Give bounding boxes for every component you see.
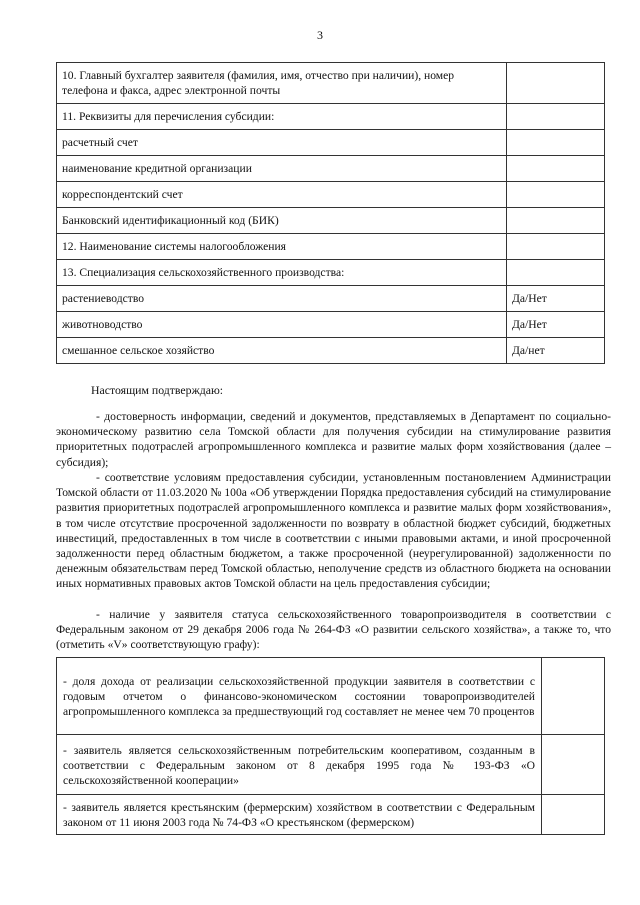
table-row <box>57 658 605 735</box>
table-row <box>57 156 605 182</box>
table-row <box>57 234 605 260</box>
requisites-table <box>56 62 605 364</box>
row-label-tax-system: 12. Наименование системы налогообложения <box>57 234 507 260</box>
row-value-mixed-farming: Да/нет <box>507 338 605 364</box>
row-value-settlement-account <box>507 130 605 156</box>
table-row <box>57 182 605 208</box>
paragraph-conditions <box>56 470 611 592</box>
row-label-chief-accountant: 10. Главный бухгалтер заявителя (фамилия, имя, отчество при наличии), номер телефона и факса, адрес электронной почты <box>57 63 507 104</box>
table-row <box>57 104 605 130</box>
row-value-correspondent-account <box>507 182 605 208</box>
table-row <box>57 735 605 795</box>
table-row <box>57 338 605 364</box>
row-value-bank-name <box>507 156 605 182</box>
paragraph-text: - соответствие условиям предоставления субсидии, установленным постановлением Администрации Томской области от 11.03.2020 № 100а «Об утверждении Порядка предоставления субсидий на стимулирование развития приоритетных подотраслей агропромышленного комплекса и развитие малых форм хозяйствования», в том числе отсутствие просроченной задолженности по возврату в областной бюджет субсидий, бюджетных инвестиций, предоставленных в том числе в соответствии с иными правовыми актами, и иной просроченной задолженности перед областным бюджетом, а также просроченной (неурегулированной) задолженности по денежным обязательствам перед Томской областью, неполучение средств из областного бюджета на основании иных нормативных правовых актов Томской области на цель предоставления субсидии; <box>56 471 611 591</box>
table-row <box>57 286 605 312</box>
paragraph-producer-status <box>56 607 611 653</box>
paragraph-reliability <box>56 409 611 470</box>
table-row <box>57 312 605 338</box>
mark-cell-cooperative[interactable] <box>542 735 605 795</box>
page-number: 3 <box>317 28 323 42</box>
mark-cell-income-share[interactable] <box>542 658 605 735</box>
row-label-settlement-account: расчетный счет <box>57 130 507 156</box>
status-checkbox-table <box>56 657 605 835</box>
row-label-crop-farming: растениеводство <box>57 286 507 312</box>
row-value-chief-accountant <box>507 63 605 104</box>
confirm-intro: Настоящим подтверждаю: <box>91 383 224 397</box>
option-cooperative: - заявитель является сельскохозяйственным потребительским кооперативом, созданным в соответствии с Федеральным законом от 8 декабря 1995 года № 193-ФЗ «О сельскохозяйственной кооперации» <box>57 735 542 795</box>
table-row <box>57 63 605 104</box>
row-value-livestock: Да/Нет <box>507 312 605 338</box>
table-row <box>57 208 605 234</box>
row-value-crop-farming: Да/Нет <box>507 286 605 312</box>
mark-cell-peasant-farm[interactable] <box>542 795 605 835</box>
row-value-tax-system <box>507 234 605 260</box>
row-value-specialization <box>507 260 605 286</box>
row-label-specialization: 13. Специализация сельскохозяйственного производства: <box>57 260 507 286</box>
row-value-requisites <box>507 104 605 130</box>
paragraph-text: - наличие у заявителя статуса сельскохозяйственного товаропроизводителя в соответствии с Федеральным законом от 29 декабря 2006 года № 264-ФЗ «О развитии сельского хозяйства», а также то, что (отметить «V» соответствующую графу): <box>56 608 611 652</box>
table-row <box>57 260 605 286</box>
row-value-bik <box>507 208 605 234</box>
option-peasant-farm: - заявитель является крестьянским (фермерским) хозяйством в соответствии с Федеральным законом от 11 июня 2003 года № 74-ФЗ «О крестьянском (фермерском) <box>57 795 542 835</box>
option-income-share: - доля дохода от реализации сельскохозяйственной продукции заявителя в соответствии с годовым отчетом о финансово-экономическом состоянии товаропроизводителей агропромышленного комплекса за предшествующий год составляет не менее чем 70 процентов <box>57 658 542 735</box>
row-label-bik: Банковский идентификационный код (БИК) <box>57 208 507 234</box>
table-row <box>57 130 605 156</box>
paragraph-text: - достоверность информации, сведений и документов, представляемых в Департамент по социально-экономическому развитию села Томской области для получения субсидии на стимулирование развития приоритетных подотраслей агропромышленного комплекса и развитие малых форм хозяйствования (далее – субсидия); <box>56 410 611 469</box>
table-row <box>57 795 605 835</box>
row-label-bank-name: наименование кредитной организации <box>57 156 507 182</box>
row-label-requisites: 11. Реквизиты для перечисления субсидии: <box>57 104 507 130</box>
row-label-mixed-farming: смешанное сельское хозяйство <box>57 338 507 364</box>
row-label-correspondent-account: корреспондентский счет <box>57 182 507 208</box>
row-label-livestock: животноводство <box>57 312 507 338</box>
